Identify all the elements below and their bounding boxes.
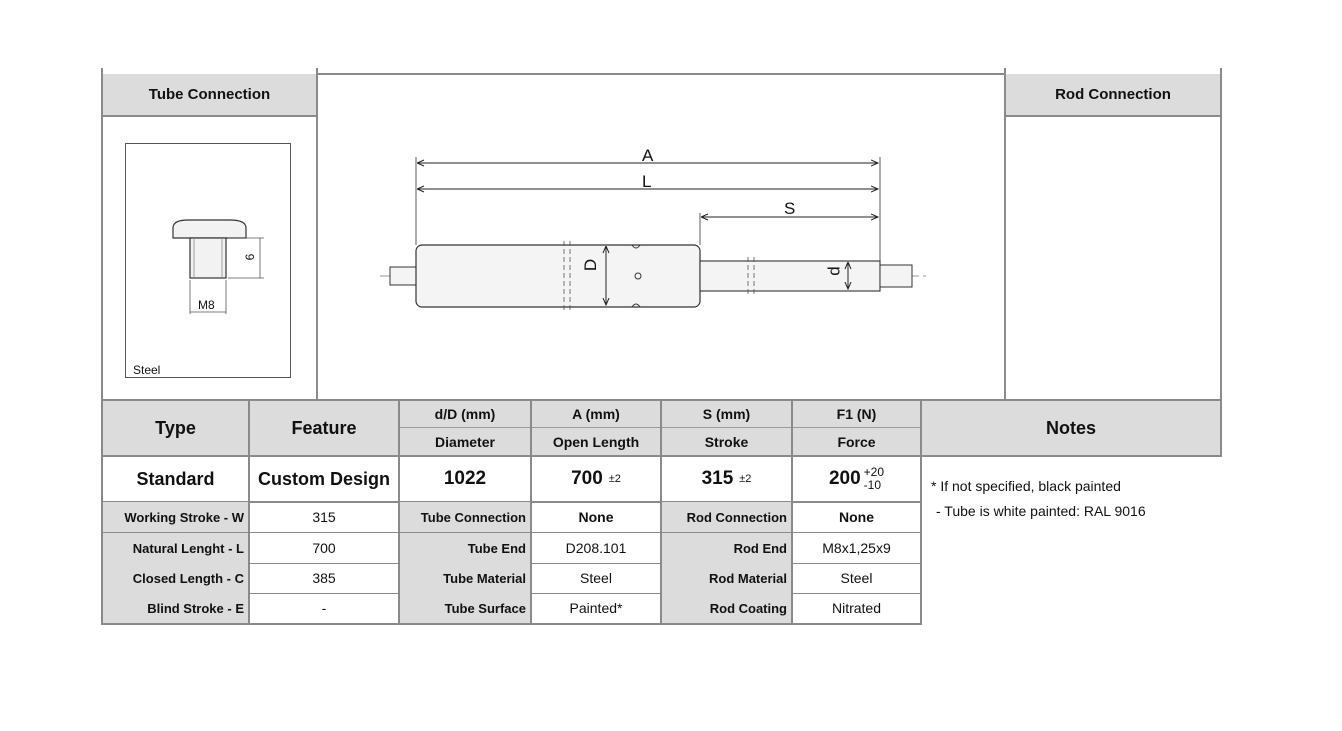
table-cell-label2: Tube End xyxy=(400,533,530,563)
header-S-unit xyxy=(662,401,791,427)
table-cell-value3: Nitrated xyxy=(831,600,882,616)
table-cell-value1: - xyxy=(321,600,327,616)
material-label: Steel xyxy=(133,363,161,377)
dimension-L-label: L xyxy=(642,172,652,191)
header-F-name xyxy=(793,428,920,455)
dimension-S-label: S xyxy=(784,199,796,218)
rod-connection-title: Rod Connection xyxy=(1055,86,1171,103)
dimension-d-label: d xyxy=(824,266,844,276)
header-A-unit-text: A (mm) xyxy=(572,406,620,422)
divider xyxy=(1004,68,1006,400)
header-F-name-text: Force xyxy=(837,433,876,450)
header-type-text: Type xyxy=(155,417,196,438)
table-cell-value3: M8x1,25x9 xyxy=(822,540,891,556)
table-cell-label2: Tube Material xyxy=(400,563,530,593)
header-type xyxy=(103,401,248,455)
table-cell-value1: 315 xyxy=(312,509,336,525)
table-cell-value3: Steel xyxy=(840,570,873,586)
table-cell-value2: D208.101 xyxy=(565,540,627,556)
main-diameter xyxy=(400,457,530,501)
divider xyxy=(101,68,103,400)
main-stroke-text: 315 xyxy=(701,468,734,489)
row-divider xyxy=(101,623,922,625)
main-feature xyxy=(250,457,398,501)
tube-end-drawing xyxy=(126,144,292,379)
table-cell-value1: 385 xyxy=(312,570,336,586)
header-F-unit xyxy=(793,401,920,427)
table-cell-label2: Tube Connection xyxy=(400,502,530,532)
stroke-tolerance: ±2 xyxy=(739,473,752,485)
header-S-unit-text: S (mm) xyxy=(702,406,751,422)
header-dD-name-text: Diameter xyxy=(435,433,495,450)
header-dD-unit xyxy=(400,401,530,427)
gas-spring-svg xyxy=(318,75,1004,400)
open-length-tolerance: ±2 xyxy=(608,473,621,485)
tube-connection-title: Tube Connection xyxy=(148,86,271,103)
header-notes xyxy=(922,401,1220,455)
header-A-name xyxy=(532,428,660,455)
header-S-name-text: Stroke xyxy=(704,433,749,450)
header-dD-name xyxy=(400,428,530,455)
main-open-length-text: 700 xyxy=(571,468,603,489)
table-cell-label3: Rod Material xyxy=(662,563,791,593)
main-force-text: 200 xyxy=(828,468,861,489)
header-F-unit-text: F1 (N) xyxy=(836,406,877,422)
header-dD-unit-text: d/D (mm) xyxy=(434,406,496,422)
main-type-text: Standard xyxy=(136,468,215,489)
header-A-name-text: Open Length xyxy=(552,433,640,450)
tube-connection-header xyxy=(103,74,316,117)
header-feature-text: Feature xyxy=(291,417,357,438)
table-cell-label1: Natural Lenght - L xyxy=(103,533,248,563)
force-tolerance-minus: -10 xyxy=(863,478,882,492)
table-cell-label1: Closed Length - C xyxy=(103,563,248,593)
main-force xyxy=(793,457,920,501)
table-cell-label3: Rod End xyxy=(662,533,791,563)
force-tolerance xyxy=(864,466,884,492)
table-cell-value1: 700 xyxy=(312,540,336,556)
table-cell-label1: Working Stroke - W xyxy=(103,502,248,532)
notes-line-2: - Tube is white painted: RAL 9016 xyxy=(936,503,1146,519)
divider xyxy=(1220,400,1222,456)
divider xyxy=(1220,68,1222,400)
table-cell-value3: None xyxy=(839,509,874,525)
main-diameter-text: 1022 xyxy=(443,468,487,489)
main-open-length xyxy=(532,457,660,501)
rod-connection-header xyxy=(1006,74,1220,117)
header-notes-text: Notes xyxy=(1045,417,1096,438)
main-type xyxy=(103,457,248,501)
header-A-unit xyxy=(532,401,660,427)
table-cell-label3: Rod Connection xyxy=(662,502,791,532)
height-dimension-label: 9 xyxy=(242,253,257,261)
table-cell-label1: Blind Stroke - E xyxy=(103,593,248,623)
thread-dimension-label: M8 xyxy=(198,298,215,312)
header-S-name xyxy=(662,428,791,455)
table-cell-value2: Steel xyxy=(580,570,612,586)
gas-spring-drawing xyxy=(318,75,1004,400)
table-cell-value2: None xyxy=(578,509,614,525)
table-cell-label3: Rod Coating xyxy=(662,593,791,623)
notes-line-1: * If not specified, black painted xyxy=(931,478,1121,494)
tube-connection-detail xyxy=(125,143,291,378)
table-cell-label2: Tube Surface xyxy=(400,593,530,623)
header-feature xyxy=(250,401,398,455)
table-cell-value2: Painted* xyxy=(569,600,623,616)
dimension-A-label: A xyxy=(642,146,654,165)
force-tolerance-plus: +20 xyxy=(863,465,885,479)
main-stroke xyxy=(662,457,791,501)
dimension-D-label: D xyxy=(581,258,601,272)
main-feature-text: Custom Design xyxy=(257,468,390,489)
